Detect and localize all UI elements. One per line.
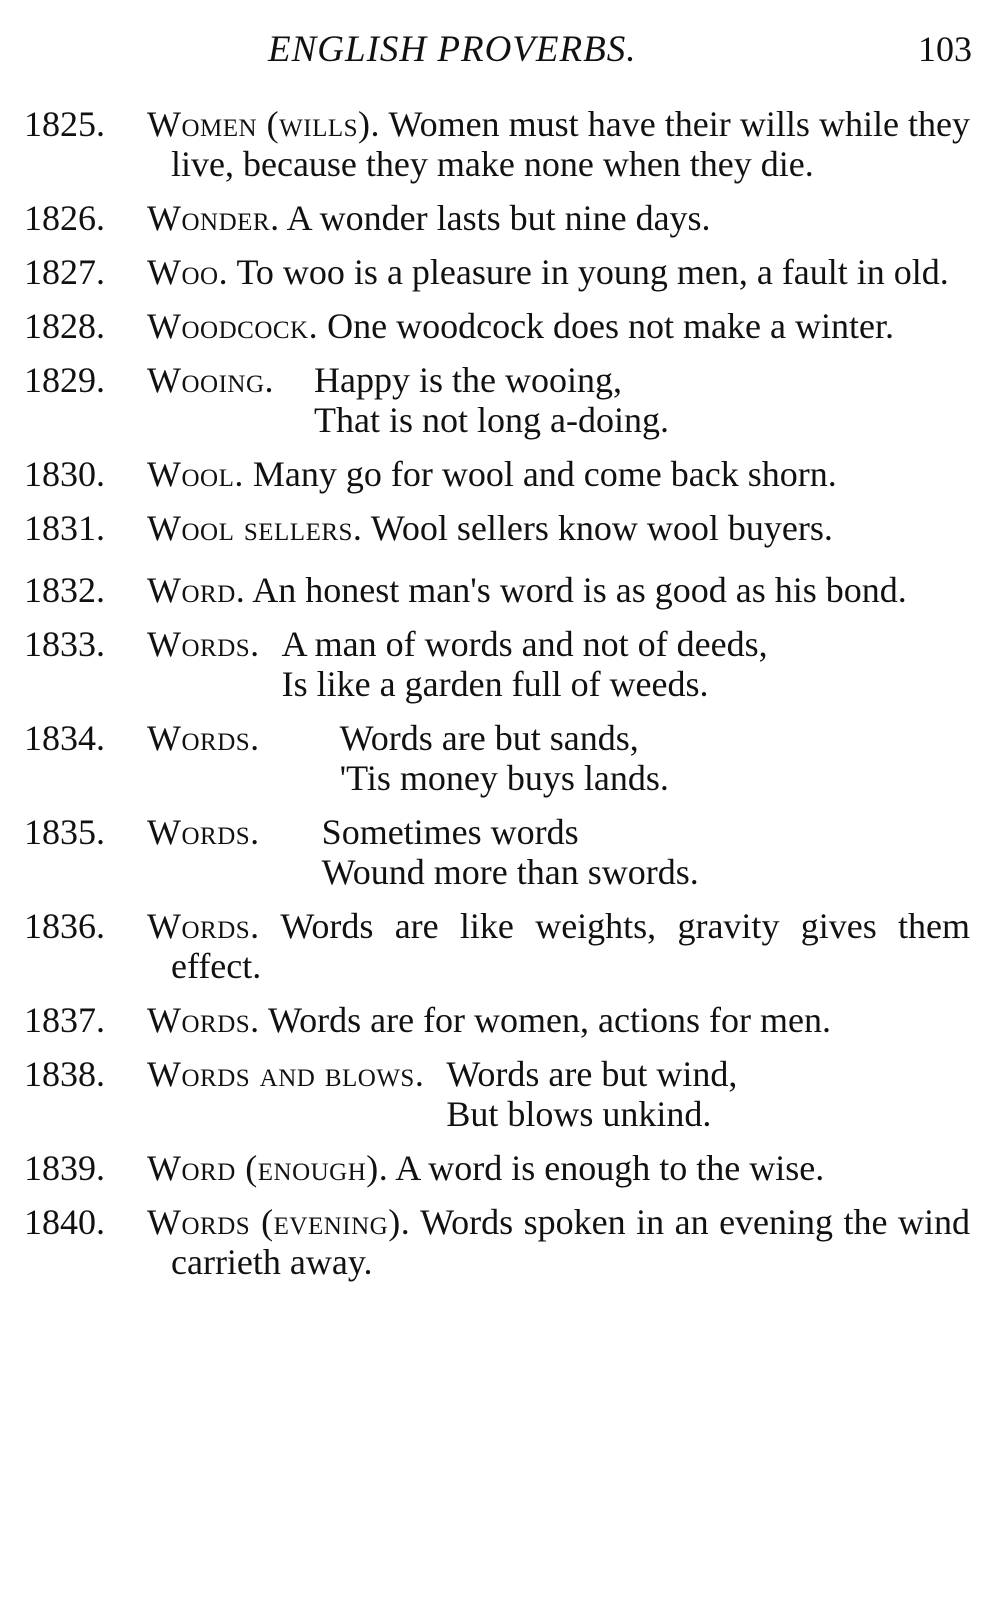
entry-text: Women must have their wills while they live, because they make none when they die. — [171, 104, 970, 184]
entry-text: To woo is a pleasure in young men, a fault in old. — [236, 252, 949, 292]
page-number: 103 — [918, 29, 972, 69]
entry-number: 1832. — [24, 570, 105, 610]
entry-body — [147, 198, 970, 238]
page-header — [0, 28, 1000, 78]
entry-body — [147, 360, 970, 440]
entry-text: Wool sellers know wool buyers. — [370, 508, 833, 548]
entry-text: Words are for women, actions for men. — [268, 1000, 831, 1040]
proverb-entry — [0, 570, 1000, 610]
entry-number: 1830. — [24, 454, 105, 494]
entry-number: 1839. — [24, 1148, 105, 1188]
verse-line: 'Tis money buys lands. — [339, 758, 669, 798]
proverb-entry — [0, 198, 1000, 238]
verse-couplet — [446, 1054, 737, 1134]
entry-keyword: Word (enough). — [147, 1148, 389, 1188]
entry-keyword: Women (wills). — [147, 104, 381, 144]
proverb-entry — [0, 1000, 1000, 1040]
entry-number: 1840. — [24, 1202, 105, 1242]
entry-body — [147, 812, 970, 892]
verse-couplet — [282, 624, 768, 704]
entry-number: 1826. — [24, 198, 105, 238]
entry-keyword: Words (evening). — [147, 1202, 411, 1242]
entry-number: 1833. — [24, 624, 105, 664]
verse-line: That is not long a-doing. — [314, 400, 669, 440]
entry-keyword: Wool sellers. — [147, 508, 363, 548]
entry-text: Words are like weights, gravity gives them effect. — [171, 906, 970, 986]
entry-keyword: Wooing. — [147, 360, 275, 400]
entry-number: 1825. — [24, 104, 105, 144]
entry-keyword: Wool. — [147, 454, 244, 494]
entry-keyword: Woo. — [147, 252, 229, 292]
verse-line: Is like a garden full of weeds. — [281, 664, 709, 704]
verse-couplet — [340, 718, 669, 798]
verse-couplet — [322, 812, 699, 892]
entry-number: 1837. — [24, 1000, 105, 1040]
entry-keyword: Words and blows. — [147, 1054, 425, 1094]
entry-body — [147, 718, 970, 798]
verse-line: Words are but wind, — [446, 1054, 738, 1094]
proverb-list — [0, 104, 1000, 1296]
entry-keyword: Words. — [147, 812, 260, 852]
entry-number: 1828. — [24, 306, 105, 346]
entry-keyword: Wonder. — [147, 198, 280, 238]
verse-line: A man of words and not of deeds, — [281, 624, 768, 664]
entry-number: 1831. — [24, 508, 105, 548]
proverb-entry — [0, 624, 1000, 704]
entry-keyword: Woodcock. — [147, 306, 319, 346]
entry-body — [147, 104, 970, 184]
proverb-entry — [0, 718, 1000, 798]
entry-number: 1834. — [24, 718, 105, 758]
proverb-entry — [0, 1054, 1000, 1134]
entry-number: 1835. — [24, 812, 105, 852]
entry-body — [147, 1148, 970, 1188]
entry-keyword: Words. — [147, 906, 260, 946]
verse-line: Happy is the wooing, — [314, 360, 622, 400]
entry-keyword: Words. — [147, 624, 260, 664]
entry-keyword: Word. — [147, 570, 246, 610]
verse-line: Words are but sands, — [339, 718, 639, 758]
proverb-entry — [0, 306, 1000, 346]
proverb-entry — [0, 906, 1000, 986]
entry-number: 1827. — [24, 252, 105, 292]
entry-text: Many go for wool and come back shorn. — [252, 454, 837, 494]
entry-text: One woodcock does not make a winter. — [327, 306, 894, 346]
entry-keyword: Words. — [147, 718, 260, 758]
proverb-entry — [0, 104, 1000, 184]
entry-body — [147, 252, 970, 292]
entry-body — [147, 508, 970, 548]
entry-body — [147, 1000, 970, 1040]
entry-body — [147, 454, 970, 494]
entry-body — [147, 1202, 970, 1282]
verse-line: But blows unkind. — [446, 1094, 712, 1134]
entry-text: A wonder lasts but nine days. — [286, 198, 711, 238]
verse-line: Wound more than swords. — [321, 852, 699, 892]
entry-text: A word is enough to the wise. — [395, 1148, 825, 1188]
entry-keyword: Words. — [147, 1000, 260, 1040]
entry-number: 1829. — [24, 360, 105, 400]
entry-body — [147, 624, 970, 704]
verse-couplet — [314, 360, 669, 440]
proverb-entry — [0, 1202, 1000, 1282]
proverb-entry — [0, 454, 1000, 494]
entry-body — [147, 306, 970, 346]
proverb-entry — [0, 1148, 1000, 1188]
running-title: ENGLISH PROVERBS. — [268, 29, 637, 70]
entry-body — [147, 570, 970, 610]
entry-number: 1838. — [24, 1054, 105, 1094]
proverb-entry — [0, 812, 1000, 892]
entry-body — [147, 906, 970, 986]
entry-text: Words spoken in an evening the wind carrieth away. — [171, 1202, 970, 1282]
verse-line: Sometimes words — [321, 812, 579, 852]
proverb-entry — [0, 360, 1000, 440]
entry-text: An honest man's word is as good as his bond. — [252, 570, 907, 610]
proverb-entry — [0, 508, 1000, 548]
entry-number: 1836. — [24, 906, 105, 946]
entry-body — [147, 1054, 970, 1134]
proverb-entry — [0, 252, 1000, 292]
